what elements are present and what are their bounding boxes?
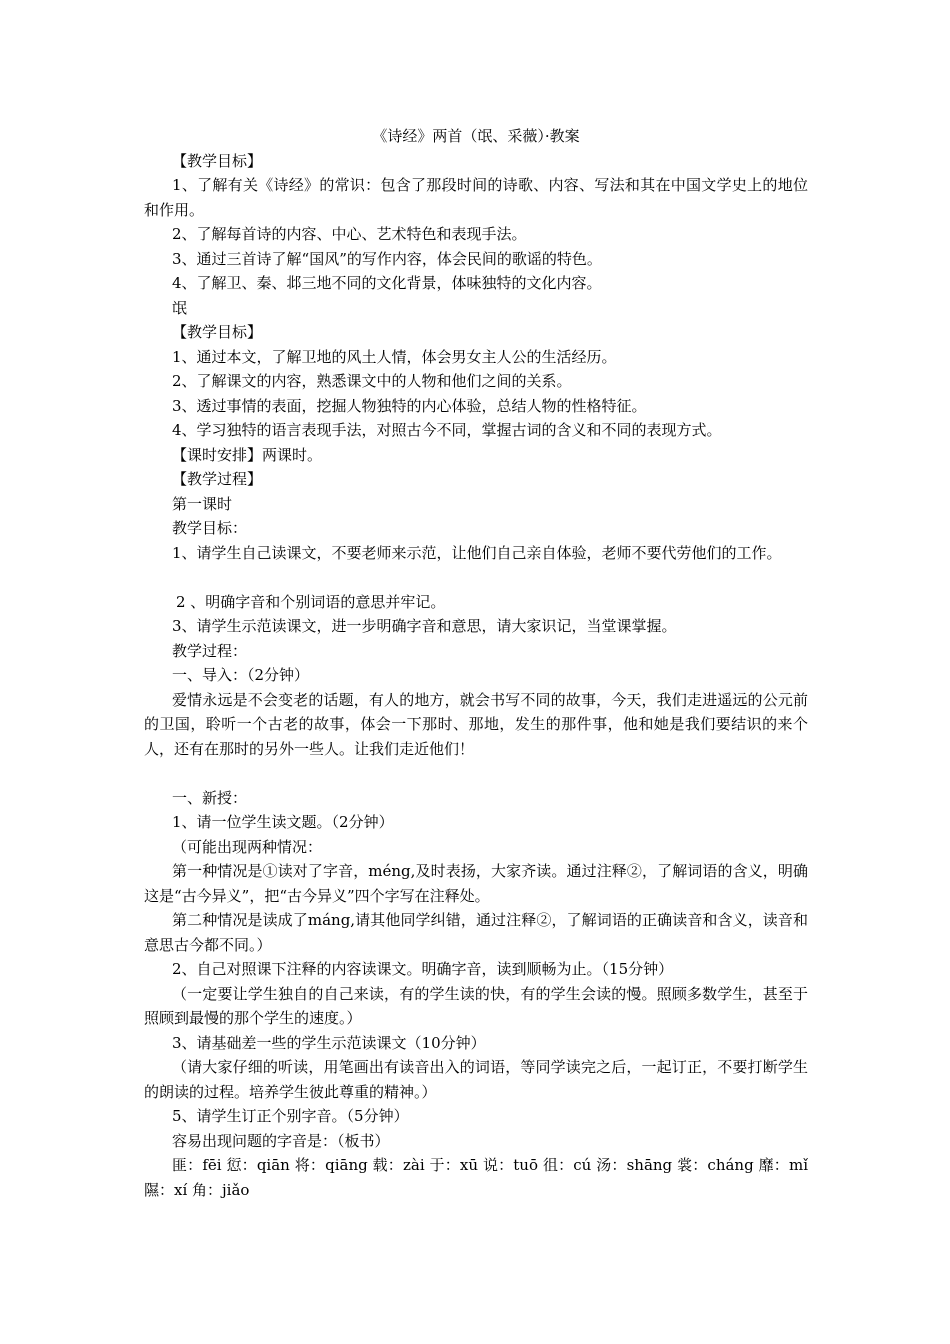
pronunciation-list: 匪：fēi 愆：qiān 将：qiāng 载：zài 于：xū 说：tuō 徂：cú 汤：shāng 裳：cháng 靡：mǐ 隰：xí 角：jiǎo	[144, 1156, 808, 1199]
lesson-goal-3: 3、请学生示范读课文，进一步明确字音和意思，请大家识记，当堂课掌握。	[172, 617, 677, 635]
heading-teaching-goals: 【教学目标】	[172, 151, 263, 170]
new-teaching-heading: 一、新授：	[172, 788, 248, 807]
goal-line-2: 2、了解每首诗的内容、中心、艺术特色和表现手法。	[172, 225, 527, 243]
intro-paragraph: 爱情永远是不会变老的话题，有人的地方，就会书写不同的故事，今天，我们走进遥远的公元前的卫国，聆听一个古老的故事，体会一下那时、那地，发生的那件事，他和她是我们要结识的来个人，还有在那时的另外一些人。让我们走近他们！	[144, 690, 808, 758]
step-3-note: （请大家仔细的听读，用笔画出有读音出入的词语，等同学读完之后，一起订正，不要打断学生的朗读的过程。培养学生彼此尊重的精神。）	[144, 1058, 808, 1101]
blank-line	[144, 565, 808, 590]
lesson-goals-label: 教学目标：	[172, 519, 248, 537]
blank-line-2	[144, 761, 808, 786]
document-body	[144, 124, 808, 1202]
first-lesson: 第一课时	[172, 494, 233, 513]
pronunciation-label: 容易出现问题的字音是：（板书）	[172, 1131, 390, 1150]
case-2: 第二种情况是读成了máng,请其他同学纠错，通过注释②，了解词语的正确读音和含义，读音和意思古今都不同。）	[144, 911, 808, 954]
meng-goal-2: 2、了解课文的内容，熟悉课文中的人物和他们之间的关系。	[172, 372, 572, 390]
step-3: 3、请基础差一些的学生示范读课文（10分钟）	[172, 1033, 486, 1052]
meng-goal-3: 3、透过事情的表面，挖掘人物独特的内心体验，总结人物的性格特征。	[172, 396, 647, 415]
step-2: 2、自己对照课下注释的内容读课文。明确字音，读到顺畅为止。（15分钟）	[172, 960, 674, 978]
process-label: 教学过程：	[172, 641, 248, 660]
heading-teaching-goals-2: 【教学目标】	[172, 323, 263, 341]
lesson-goal-2: 2 、明确字音和个别词语的意思并牢记。	[176, 592, 446, 611]
goal-line-3: 3、通过三首诗了解“国风”的写作内容，体会民间的歌谣的特色。	[172, 249, 602, 268]
step-5: 5、请学生订正个别字音。（5分钟）	[172, 1107, 409, 1125]
goal-line-4: 4、了解卫、秦、邶三地不同的文化背景，体味独特的文化内容。	[172, 274, 602, 292]
document-title: 《诗经》两首（氓、采薇）·教案	[372, 127, 580, 145]
lesson-goal-1: 1、请学生自己读课文，不要老师来示范，让他们自己亲自体验，老师不要代劳他们的工作。	[172, 543, 782, 562]
case-1: 第一种情况是①读对了字音，méng,及时表扬，大家齐读。通过注释②，了解词语的含义，明确这是“古今异义”，把“古今异义”四个字写在注释处。	[144, 862, 808, 905]
intro-heading: 一、导入：（2分钟）	[172, 666, 310, 684]
step-1-note: （可能出现两种情况：	[172, 837, 323, 856]
step-1: 1、请一位学生读文题。（2分钟）	[172, 813, 394, 831]
meng-goal-4: 4、学习独特的语言表现手法，对照古今不同，掌握古词的含义和不同的表现方式。	[172, 421, 722, 439]
schedule-line: 【课时安排】两课时。	[172, 445, 323, 464]
meng-goal-1: 1、通过本文，了解卫地的风土人情，体会男女主人公的生活经历。	[172, 347, 617, 366]
heading-teaching-process: 【教学过程】	[172, 470, 263, 488]
goal-line-1: 1、了解有关《诗经》的常识：包含了那段时间的诗歌、内容、写法和其在中国文学史上的地位和作用。	[144, 176, 808, 219]
step-2-note: （一定要让学生独自的自己来读，有的学生读的快，有的学生会读的慢。照顾多数学生，甚至于照顾到最慢的那个学生的速度。）	[144, 984, 808, 1027]
poem-title-meng: 氓	[172, 298, 188, 317]
